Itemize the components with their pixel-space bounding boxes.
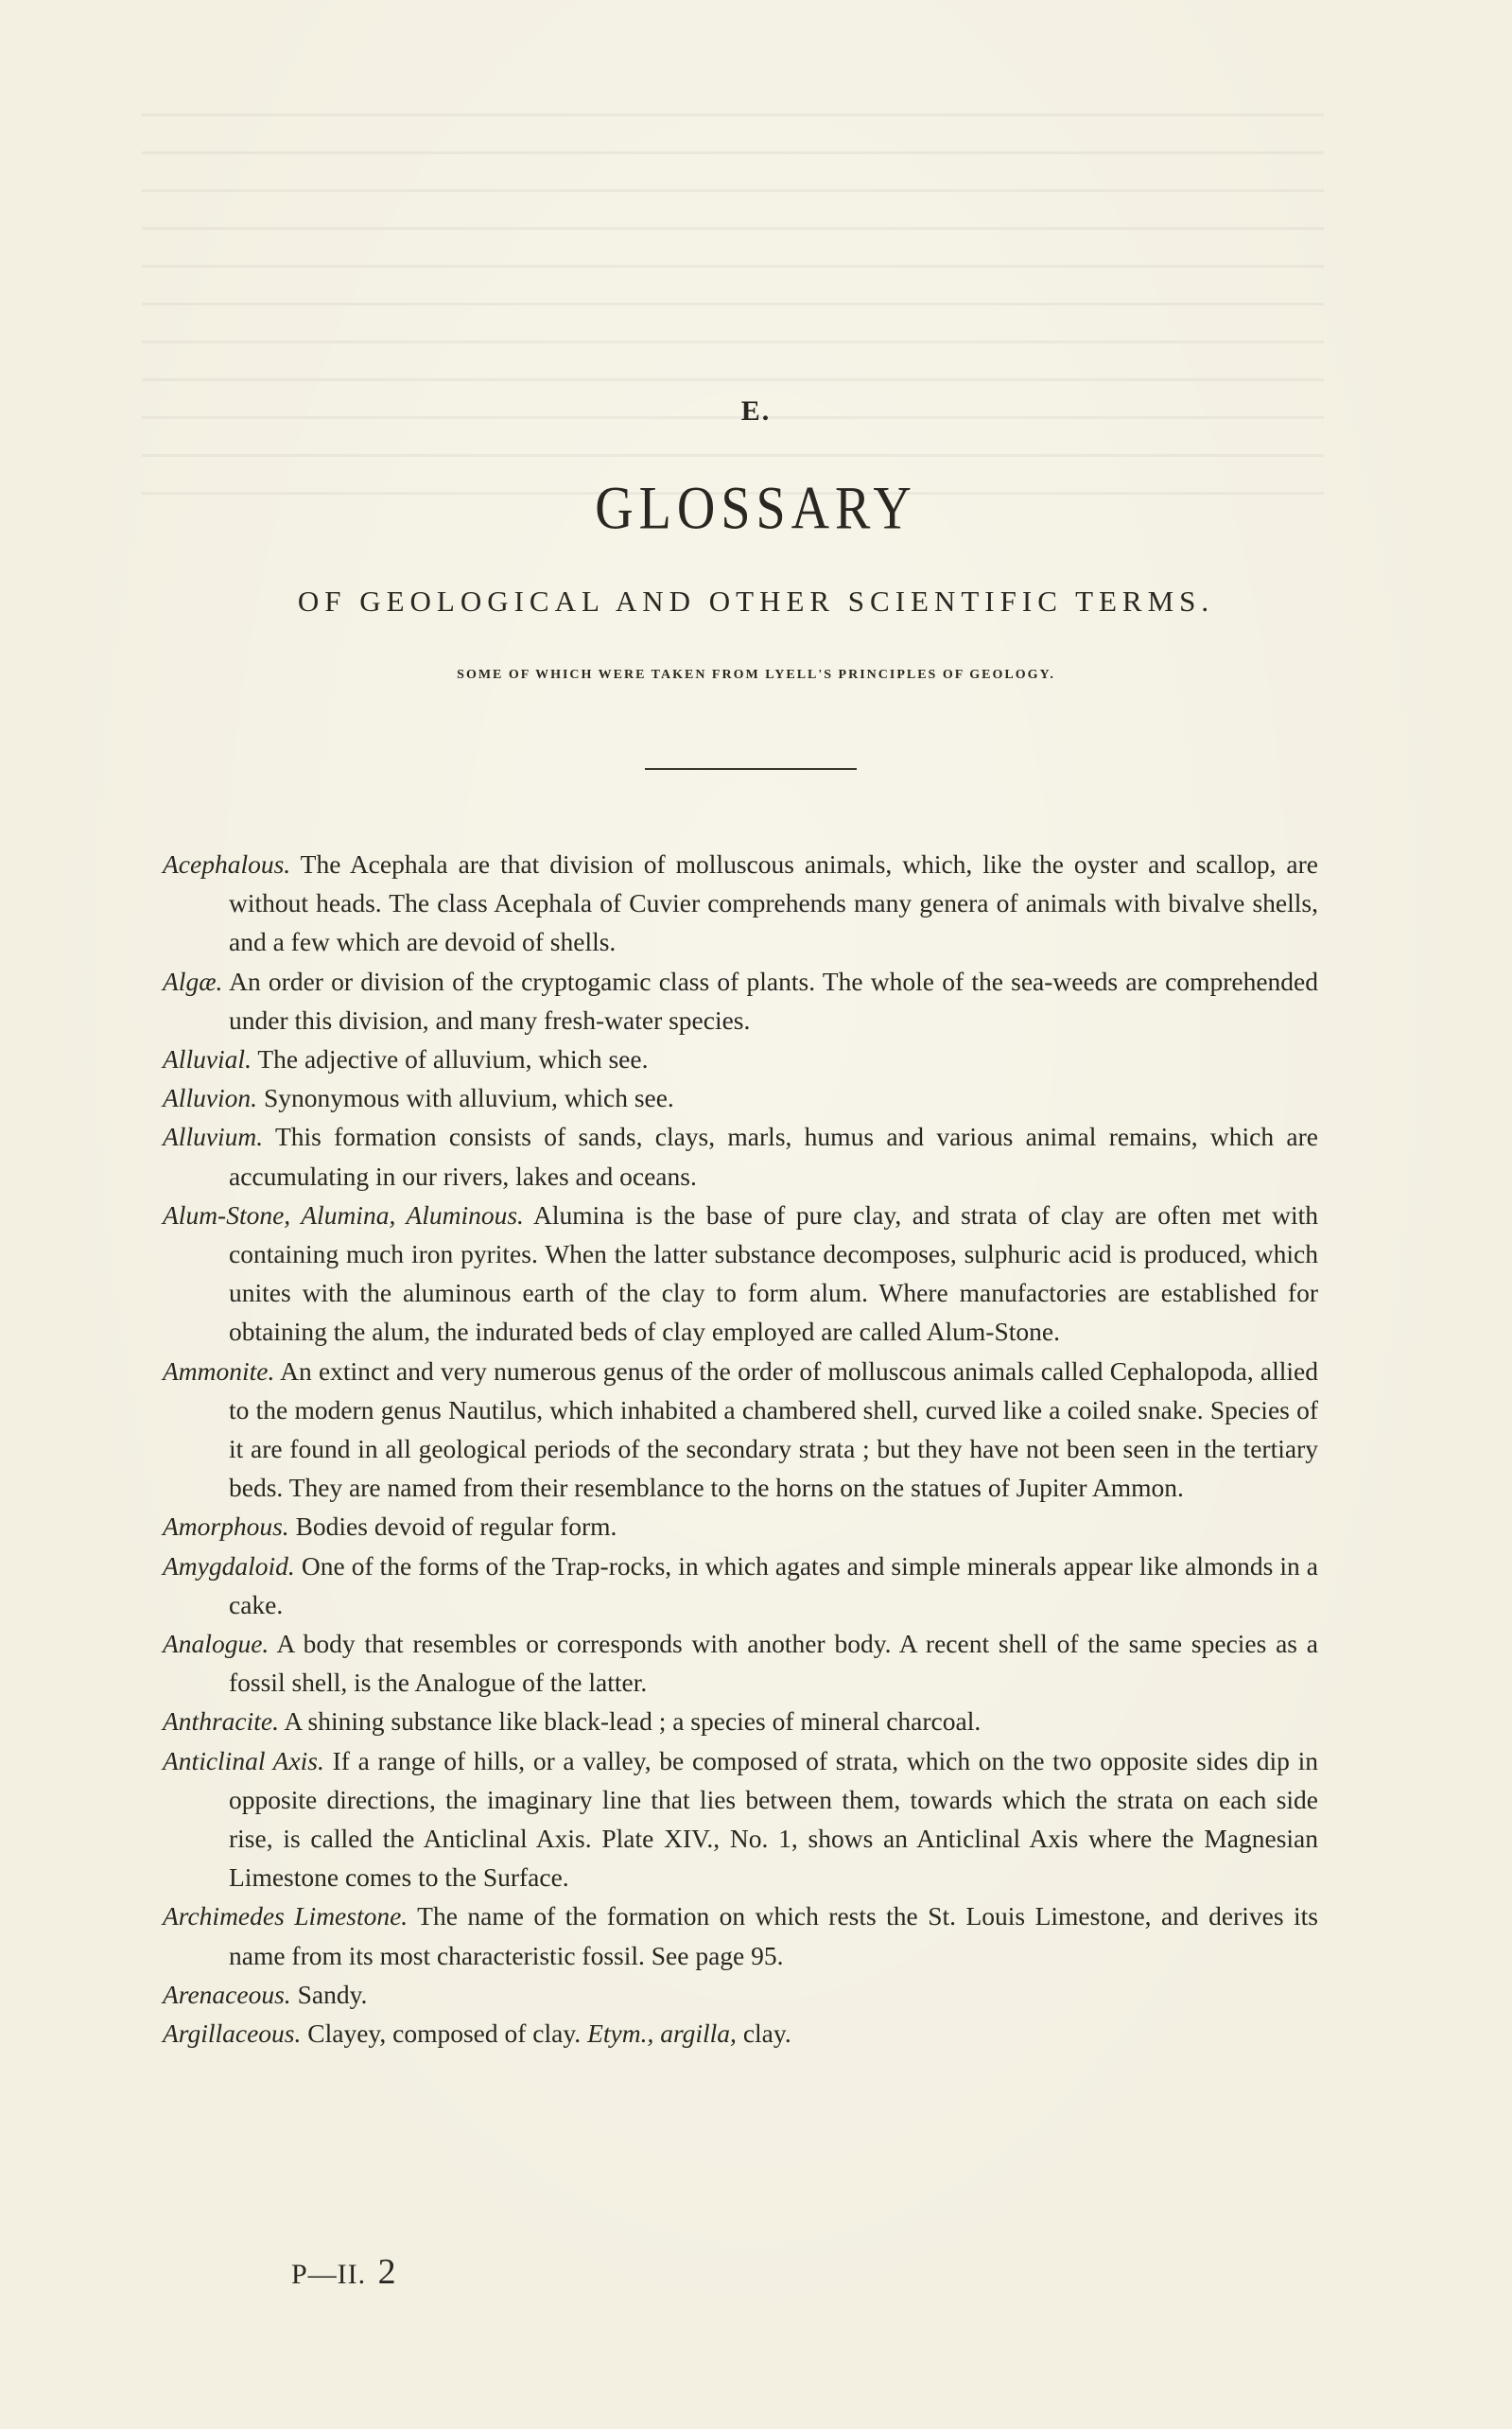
- glossary-entries: [163, 845, 1318, 2053]
- entry-text: Alumina is the base of pure clay, and strata of clay are often met with containing much iron pyrites. When the latter substance decomposes, sulphuric acid is produced, which unites with the aluminous earth of the clay to form alum. Where manufactories are established for obtaining the alum, the indurated beds of clay employed are called Alum-Stone.: [229, 1199, 1319, 1347]
- entry-term: Alluvium.: [163, 1122, 264, 1152]
- entry-term: Ammonite.: [163, 1355, 275, 1386]
- signature-label: P—II.: [291, 2259, 367, 2290]
- glossary-entry-acephalous: [163, 845, 1318, 962]
- glossary-entry-amorphous: [163, 1507, 1318, 1546]
- glossary-entry-ammonite: [163, 1352, 1318, 1508]
- entry-text: Clayey, composed of clay.: [307, 2018, 582, 2049]
- entry-text: This formation consists of sands, clays, marls, humus and various animal remains, which are accumulating in our rivers, lakes and oceans.: [229, 1122, 1318, 1191]
- signature-number: 2: [377, 2252, 397, 2292]
- entry-term: Argillaceous.: [163, 2018, 302, 2049]
- entry-text: A body that resembles or corresponds with another body. A recent shell of the same species as a fossil shell, is the Analogue of the latter.: [229, 1629, 1318, 1698]
- etymology-label: Etym.,: [587, 2018, 654, 2049]
- page-title: GLOSSARY: [595, 475, 917, 543]
- entry-term: Amorphous.: [163, 1512, 289, 1542]
- section-letter: E.: [740, 395, 772, 427]
- signature-mark: [291, 2251, 397, 2293]
- entry-term: Acephalous.: [163, 849, 291, 879]
- entry-term: Arenaceous.: [163, 1979, 291, 2009]
- bleed-through-texture: [142, 114, 1324, 511]
- entry-term: Alluvial.: [163, 1044, 252, 1075]
- glossary-entry-alluvium: [163, 1117, 1318, 1195]
- entry-text: The Acephala are that division of molluscous animals, which, like the oyster and scallop, are without heads. The class Acephala of Cuvier comprehends many genera of animals with bivalve shells, and a few which are devoid of shells.: [229, 849, 1318, 957]
- entry-term: Algæ.: [163, 966, 223, 996]
- entry-term: Alum-Stone, Alumina, Aluminous.: [163, 1199, 524, 1230]
- entry-term: Anthracite.: [163, 1706, 279, 1737]
- source-note: SOME OF WHICH WERE TAKEN FROM LYELL'S PRINCIPLES OF GEOLOGY.: [457, 668, 1055, 682]
- etymology-meaning: clay.: [742, 2018, 791, 2049]
- entry-term: Amygdaloid.: [163, 1550, 295, 1581]
- glossary-entry-alluvion: [163, 1078, 1318, 1117]
- entry-text: A shining substance like black-lead ; a species of mineral charcoal.: [284, 1706, 982, 1737]
- etymology-word: argilla,: [660, 2018, 737, 2049]
- glossary-entry-argillaceous: [163, 2014, 1318, 2053]
- entry-text: Bodies devoid of regular form.: [295, 1512, 617, 1542]
- glossary-entry-amygdaloid: [163, 1547, 1318, 1624]
- entry-text: One of the forms of the Trap-rocks, in which agates and simple minerals appear like almonds in a cake.: [229, 1550, 1319, 1619]
- glossary-entry-alluvial: [163, 1040, 1318, 1078]
- glossary-entry-arenaceous: [163, 1975, 1318, 2014]
- entry-term: Archimedes Limestone.: [163, 1901, 408, 1931]
- entry-term: Analogue.: [163, 1629, 269, 1659]
- entry-text: Synonymous with alluvium, which see.: [263, 1083, 674, 1113]
- glossary-entry-archimedes-limestone: [163, 1896, 1318, 1974]
- entry-term: Anticlinal Axis.: [163, 1745, 324, 1775]
- entry-text: The adjective of alluvium, which see.: [257, 1044, 649, 1075]
- entry-term: Alluvion.: [163, 1083, 258, 1113]
- glossary-entry-algae: [163, 962, 1318, 1040]
- entry-text: If a range of hills, or a valley, be composed of strata, which on the two opposite sides dip in opposite directions, the imaginary line that lies between them, towards which the strata on each side rise, is called the Anticlinal Axis. Plate XIV., No. 1, shows an Anticlinal Axis where the Magnesian Limestone comes to the Surface.: [229, 1745, 1319, 1893]
- entry-text: An extinct and very numerous genus of the order of molluscous animals called Cephalopoda, allied to the modern genus Nautilus, which inhabited a chambered shell, curved like a coiled snake. Species of it are found in all geological periods of the secondary strata ; but they have not been seen in the tertiary beds. They are named from their resemblance to the horns on the statues of Jupiter Ammon.: [229, 1355, 1318, 1503]
- glossary-entry-alum-stone: [163, 1196, 1318, 1352]
- entry-text: Sandy.: [297, 1979, 368, 2009]
- entry-text: An order or division of the cryptogamic class of plants. The whole of the sea-weeds are comprehended under this division, and many fresh-water species.: [229, 966, 1318, 1035]
- page-subtitle: OF GEOLOGICAL AND OTHER SCIENTIFIC TERMS.: [297, 585, 1215, 618]
- glossary-entry-anticlinal-axis: [163, 1741, 1318, 1897]
- glossary-entry-analogue: [163, 1624, 1318, 1702]
- glossary-entry-anthracite: [163, 1702, 1318, 1740]
- divider-rule: [645, 768, 857, 770]
- entry-text: The name of the formation on which rests the St. Louis Limestone, and derives its name from its most characteristic fossil. See page 95.: [229, 1901, 1318, 1970]
